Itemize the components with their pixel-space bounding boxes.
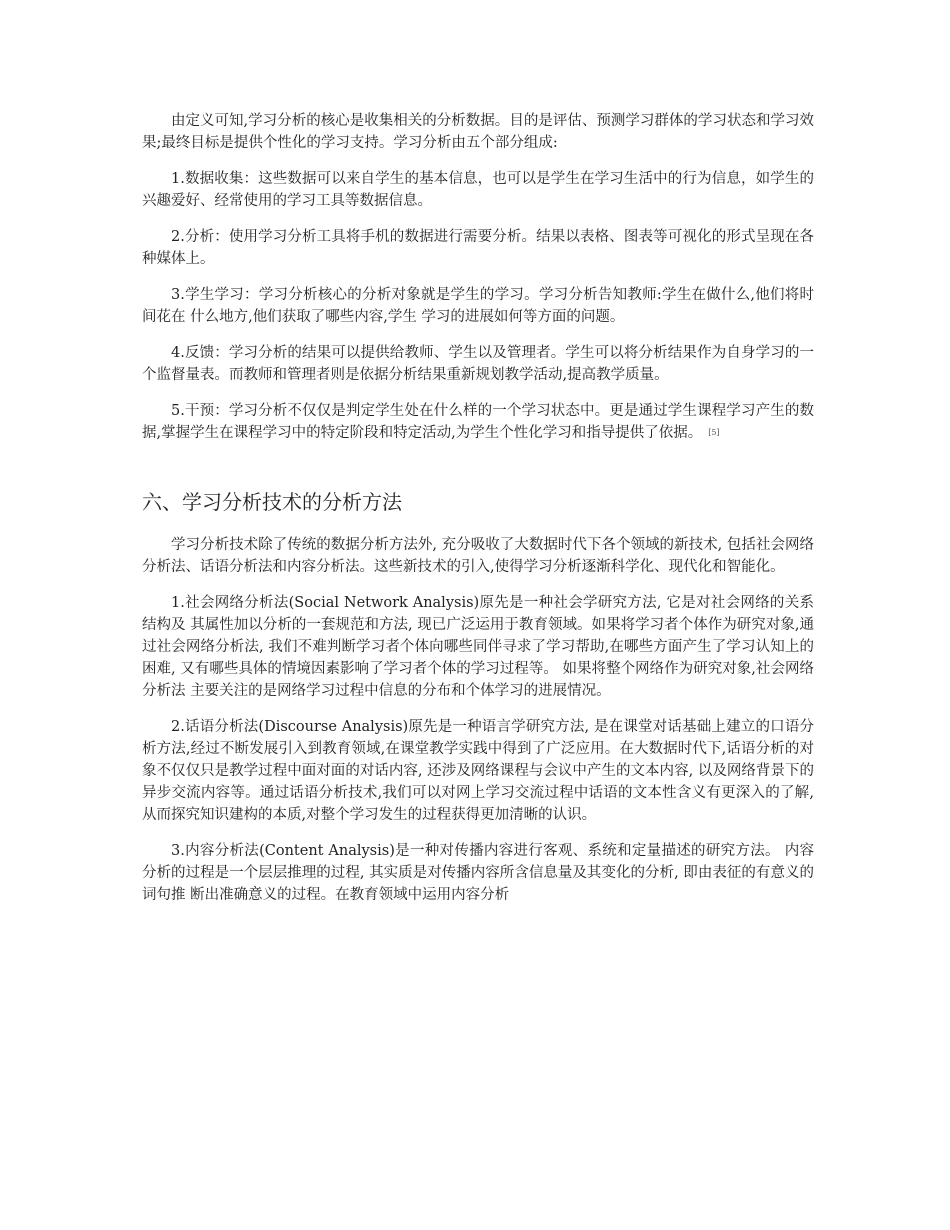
part-1-paragraph: 1.数据收集：这些数据可以来自学生的基本信息，也可以是学生在学习生活中的行为信息，如学生的兴趣爱好、经常使用的学习工具等数据信息。 [142,171,814,209]
section-title: 六、学习分析技术的分析方法 [142,490,402,514]
part-5-text: 5.干预：学习分析不仅仅是判定学生处在什么样的一个学习状态中。更是通过学生课程学习产生的数据,掌握学生在课程学习中的特定阶段和特定活动,为学生个性化学习和指导提供了依据。 [142,403,814,441]
citation-marker: [5] [708,428,720,437]
section-intro-paragraph: 学习分析技术除了传统的数据分析方法外, 充分吸收了大数据时代下各个领域的新技术, 包括社会网络分析法、话语分析法和内容分析法。这些新技术的引入,使得学习分析逐渐科学化、现代化和智能化。 [142,537,814,575]
part-2-paragraph: 2.分析：使用学习分析工具将手机的数据进行需要分析。结果以表格、图表等可视化的形式呈现在各种媒体上。 [142,229,814,267]
document-page [142,110,814,920]
part-5-paragraph [142,400,814,444]
method-2-paragraph: 2.话语分析法(Discourse Analysis)原先是一种语言学研究方法, 是在课堂对话基础上建立的口语分析方法,经过不断发展引入到教育领域,在课堂教学实践中得到了广泛应用。在大数据时代下,话语分析的对象不仅仅只是教学过程中面对面的对话内容, 还涉及网络课程与会议中产生的文本内容, 以及网络背景下的异步交流内容等。通过话语分析技术,我们可以对网上学习交流过程中话语的文本性含义有更深入的了解,从而探究知识建构的本质,对整个学习发生的过程获得更加清晰的认识。 [142,719,814,823]
part-4-paragraph: 4.反馈：学习分析的结果可以提供给教师、学生以及管理者。学生可以将分析结果作为自身学习的一个监督量表。而教师和管理者则是依据分析结果重新规划教学活动,提高教学质量。 [142,345,814,383]
intro-paragraph: 由定义可知,学习分析的核心是收集相关的分析数据。目的是评估、预测学习群体的学习状态和学习效果;最终目标是提供个性化的学习支持。学习分析由五个部分组成: [142,113,814,151]
part-3-paragraph: 3.学生学习：学习分析核心的分析对象就是学生的学习。学习分析告知教师:学生在做什么,他们将时间花在 什么地方,他们获取了哪些内容,学生 学习的进展如何等方面的问题。 [142,287,814,325]
method-3-paragraph: 3.内容分析法(Content Analysis)是一种对传播内容进行客观、系统和定量描述的研究方法。 内容分析的过程是一个层层推理的过程, 其实质是对传播内容所含信息量及其变化的分析, 即由表征的有意义的词句推 断出准确意义的过程。在教育领域中运用内容分析 [142,843,814,903]
method-1-paragraph: 1.社会网络分析法(Social Network Analysis)原先是一种社会学研究方法, 它是对社会网络的关系结构及 其属性加以分析的一套规范和方法, 现已广泛运用于教育领域。如果将学习者个体作为研究对象,通过社会网络分析法, 我们不难判断学习者个体向哪些同伴寻求了学习帮助,在哪些方面产生了学习认知上的困难, 又有哪些具体的情境因素影响了学习者个体的学习过程等。 如果将整个网络作为研究对象,社会网络分析法 主要关注的是网络学习过程中信息的分布和个体学习的进展情况。 [142,595,814,699]
